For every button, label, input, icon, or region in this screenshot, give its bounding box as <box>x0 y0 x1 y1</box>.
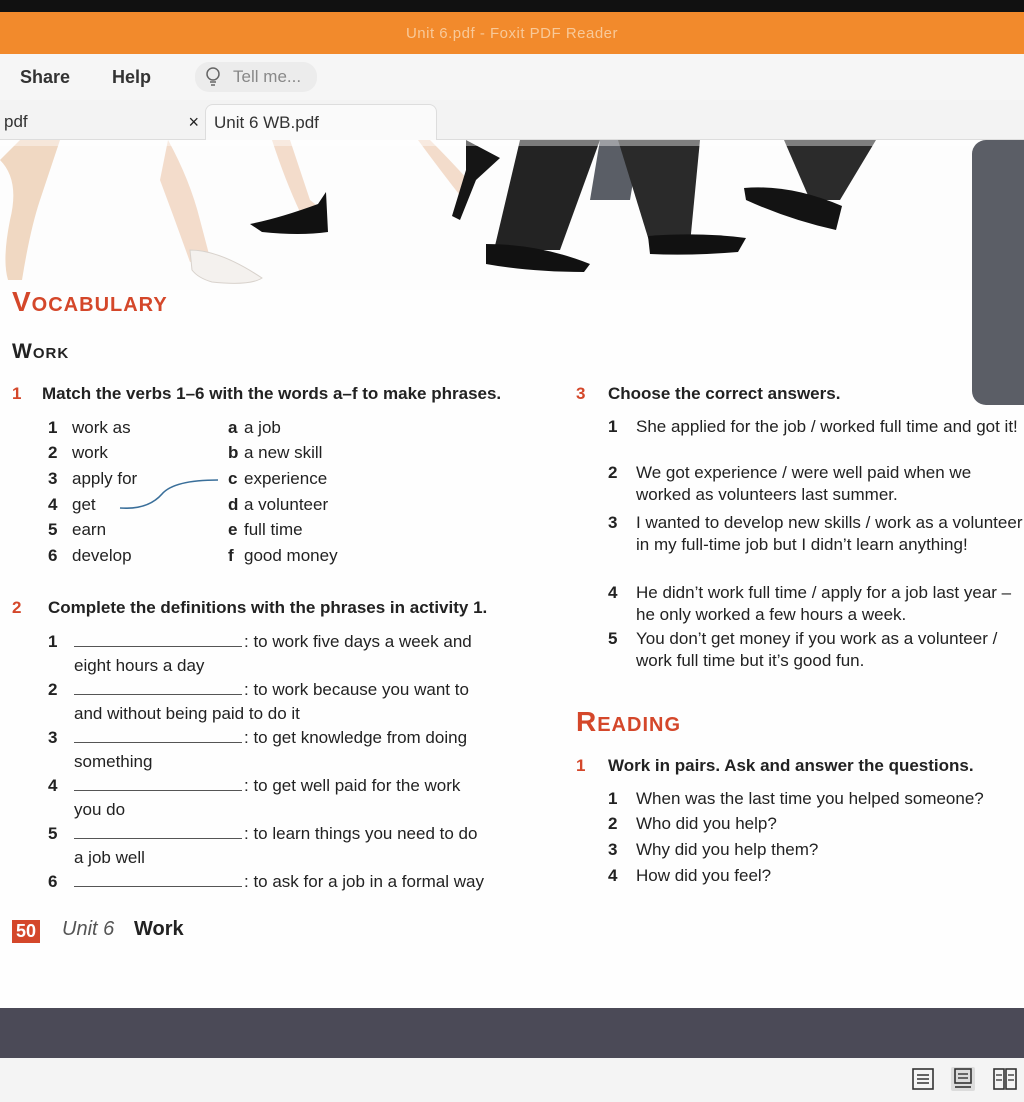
tell-me-search[interactable] <box>195 62 317 92</box>
item-number: 3 <box>48 468 58 488</box>
answer-blank[interactable] <box>74 790 242 791</box>
list-item <box>48 441 208 467</box>
item-text: work <box>72 443 108 463</box>
menu-share[interactable]: Share <box>20 66 71 87</box>
item-number: 3 <box>48 728 58 747</box>
reading-1-instruction <box>576 756 974 776</box>
bottom-bar <box>0 1008 1024 1058</box>
menu-help[interactable]: Help <box>112 66 152 87</box>
item-number: 2 <box>48 443 58 463</box>
definition-text: : to get well paid for the work <box>244 776 461 795</box>
item-letter: e <box>228 520 238 540</box>
item-number: 2 <box>48 680 58 699</box>
item-text: Who did you help? <box>636 814 777 834</box>
item-text: get <box>72 494 96 514</box>
tab-label: pdf <box>4 112 28 131</box>
page-number-badge: 50 <box>12 920 40 943</box>
footer-title: Work <box>134 918 184 940</box>
item-number: 4 <box>48 494 58 514</box>
item-number: 4 <box>608 583 618 602</box>
answer-blank[interactable] <box>74 646 242 647</box>
handwritten-match-line <box>118 476 222 512</box>
item-text: experience <box>244 468 328 488</box>
list-item <box>228 441 428 467</box>
item-number: 1 <box>608 788 618 808</box>
item-text: How did you feel? <box>636 865 772 885</box>
top-strip <box>0 0 1024 12</box>
activity-1-instruction <box>12 384 501 404</box>
item-text: apply for <box>72 468 138 488</box>
facing-pages-view-icon[interactable] <box>992 1066 1018 1092</box>
list-item <box>228 492 428 518</box>
item-number: 5 <box>48 520 58 540</box>
section-title-vocabulary: Vocabulary <box>12 286 168 317</box>
list-item <box>48 543 208 569</box>
item-letter: a <box>228 417 238 437</box>
instruction-text: Work in pairs. Ask and answer the questions. <box>608 756 974 775</box>
definition-text: : to ask for a job in a formal way <box>244 872 484 891</box>
words-list <box>228 415 428 569</box>
topic-title-work: Work <box>12 340 70 363</box>
list-item <box>228 543 428 569</box>
activity-number: 1 <box>12 384 22 403</box>
tab-first-document[interactable] <box>0 104 205 140</box>
continuous-view-icon[interactable] <box>950 1066 976 1092</box>
item-number: 4 <box>48 776 58 795</box>
pdf-page <box>0 140 1024 1008</box>
list-item <box>48 517 208 543</box>
question-text[interactable]: You don’t get money if you work as a volunteer / work full time but it’s good fun. <box>636 629 998 670</box>
item-number: 3 <box>608 513 618 532</box>
definition-text: : to get knowledge from doing <box>244 728 468 747</box>
walking-people-photo <box>0 140 1024 290</box>
question-text[interactable]: We got experience / were well paid when we worked as volunteers last summer. <box>636 463 972 504</box>
activity-number: 2 <box>12 598 22 617</box>
item-number: 2 <box>608 814 618 834</box>
instruction-text: Choose the correct answers. <box>608 384 841 403</box>
definition-text: : to work five days a week and <box>244 632 472 651</box>
activity-number: 3 <box>576 384 586 403</box>
answer-blank[interactable] <box>74 742 242 743</box>
list-item <box>608 812 1024 838</box>
list-item <box>608 837 1024 863</box>
instruction-text: Match the verbs 1–6 with the words a–f to make phrases. <box>42 384 502 403</box>
definition-text-cont: and without being paid to do it <box>74 704 300 723</box>
activity-number: 1 <box>576 756 586 775</box>
list-item <box>228 466 428 492</box>
item-text: a new skill <box>244 443 323 463</box>
item-text: full time <box>244 520 303 540</box>
tab-unit6-wb[interactable] <box>205 104 437 140</box>
activity-3-instruction <box>576 384 840 404</box>
item-number: 3 <box>608 839 618 859</box>
item-letter: b <box>228 443 239 463</box>
definition-text-cont: a job well <box>74 848 145 867</box>
list-item <box>608 786 1024 812</box>
item-text: good money <box>244 545 338 565</box>
definition-text: : to work because you want to <box>244 680 469 699</box>
reading-questions-list <box>608 786 1024 888</box>
tell-me-placeholder: Tell me... <box>233 67 302 86</box>
list-item <box>228 415 428 441</box>
item-text: earn <box>72 520 107 540</box>
definition-text-cont: eight hours a day <box>74 656 205 675</box>
item-letter: f <box>228 545 234 565</box>
close-icon[interactable]: × <box>188 111 199 132</box>
item-number: 2 <box>608 463 618 482</box>
item-text: When was the last time you helped someone? <box>636 788 984 808</box>
item-text: work as <box>72 417 131 437</box>
menu-bar <box>0 54 1024 100</box>
list-item <box>48 415 208 441</box>
item-text: develop <box>72 545 132 565</box>
item-text: Why did you help them? <box>636 839 819 859</box>
item-number: 5 <box>48 824 58 843</box>
list-item <box>608 863 1024 889</box>
scroll-handle[interactable] <box>972 140 1024 405</box>
question-text[interactable]: He didn’t work full time / apply for a job last year – he only worked a few hours a week. <box>636 583 1012 624</box>
instruction-text: Complete the definitions with the phrases in activity 1. <box>48 598 488 617</box>
item-text: a job <box>244 417 281 437</box>
question-text[interactable]: She applied for the job / worked full time and got it! <box>636 417 1018 436</box>
tab-label: Unit 6 WB.pdf <box>214 112 319 132</box>
definition-text-cont: something <box>74 752 153 771</box>
status-bar <box>0 1058 1024 1102</box>
item-number: 1 <box>48 417 58 437</box>
item-number: 6 <box>48 545 58 565</box>
item-letter: d <box>228 494 239 514</box>
definition-text-cont: you do <box>74 800 126 819</box>
answer-blank[interactable] <box>74 694 242 695</box>
activity-2-instruction <box>12 598 487 618</box>
question-text[interactable]: I wanted to develop new skills / work as a volunteer in my full-time job but I didn’t learn anything! <box>636 513 1023 554</box>
item-text: a volunteer <box>244 494 329 514</box>
item-number: 6 <box>48 872 58 891</box>
item-number: 5 <box>608 629 618 648</box>
footer-unit: Unit 6 <box>62 918 115 940</box>
single-page-view-icon[interactable] <box>910 1066 936 1092</box>
lightbulb-icon <box>205 67 221 87</box>
window-title: Unit 6.pdf - Foxit PDF Reader <box>405 24 619 42</box>
item-letter: c <box>228 468 238 488</box>
item-number: 4 <box>608 865 618 885</box>
answer-blank[interactable] <box>74 838 242 839</box>
answer-blank[interactable] <box>74 886 242 887</box>
item-number: 1 <box>608 417 618 436</box>
section-title-reading: Reading <box>576 706 682 737</box>
title-bar <box>0 12 1024 54</box>
definition-text: : to learn things you need to do <box>244 824 478 843</box>
list-item <box>228 517 428 543</box>
tab-bar <box>0 100 1024 140</box>
item-number: 1 <box>48 632 58 651</box>
